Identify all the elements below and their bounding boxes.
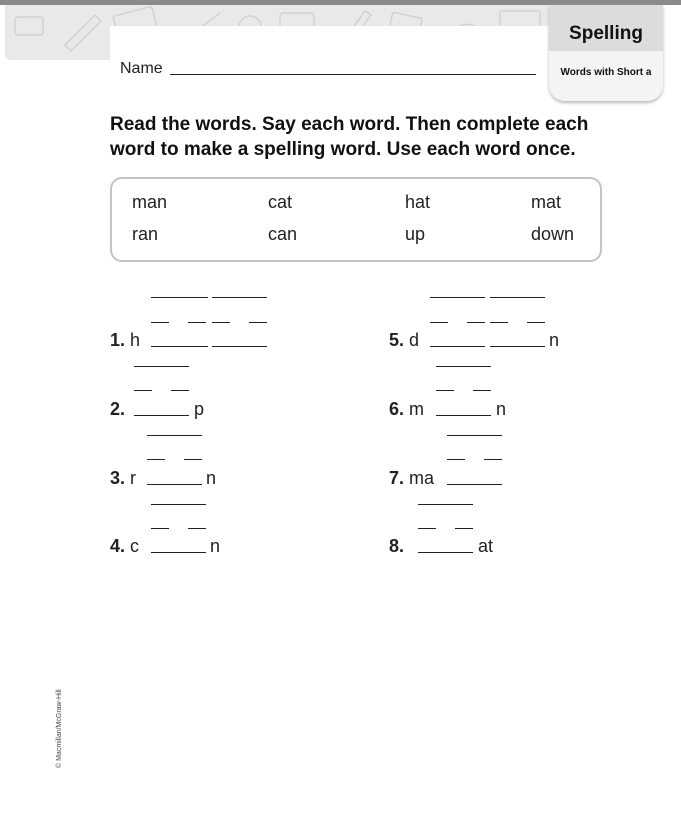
writing-guide xyxy=(473,390,491,391)
writing-guide xyxy=(447,459,465,460)
writing-guide xyxy=(418,528,436,529)
answer-blank[interactable] xyxy=(151,346,208,347)
exercise-prefix: c xyxy=(130,536,140,556)
writing-guide xyxy=(436,366,491,367)
writing-guide xyxy=(151,504,206,505)
writing-guide xyxy=(188,322,206,323)
writing-guide xyxy=(212,322,230,323)
answer-blank[interactable] xyxy=(212,346,267,347)
exercise-prefix: ma xyxy=(409,468,435,488)
answer-blank[interactable] xyxy=(147,484,202,485)
exercise-suffix: p xyxy=(194,399,205,419)
writing-guide xyxy=(134,366,189,367)
writing-guide xyxy=(484,459,502,460)
answer-blank[interactable] xyxy=(447,484,502,485)
exercise-5 xyxy=(389,330,419,351)
exercise-4 xyxy=(110,536,139,557)
writing-guide xyxy=(430,322,448,323)
word-bank-item: can xyxy=(268,224,298,244)
exercise-3 xyxy=(110,468,136,489)
exercise-7 xyxy=(389,468,434,489)
writing-guide xyxy=(151,528,169,529)
exercise-1 xyxy=(110,330,140,351)
exercise-number: 1. xyxy=(110,330,126,350)
exercise-number: 8. xyxy=(389,536,405,556)
answer-blank[interactable] xyxy=(490,346,545,347)
exercise-prefix: d xyxy=(409,330,420,350)
answer-blank[interactable] xyxy=(430,346,485,347)
writing-guide xyxy=(134,390,152,391)
tab-subtitle: Words with Short a xyxy=(560,67,652,78)
exercise-suffix: at xyxy=(478,536,494,556)
name-write-line[interactable] xyxy=(170,74,536,75)
writing-guide xyxy=(147,459,165,460)
writing-guide xyxy=(212,297,267,298)
writing-guide xyxy=(527,322,545,323)
writing-guide xyxy=(455,528,473,529)
exercise-suffix: n xyxy=(549,330,560,350)
word-bank-item: mat xyxy=(531,192,562,212)
exercise-number: 7. xyxy=(389,468,405,488)
word-bank xyxy=(110,177,602,262)
writing-guide xyxy=(436,390,454,391)
exercise-number: 4. xyxy=(110,536,126,556)
answer-blank[interactable] xyxy=(134,415,189,416)
name-label: Name xyxy=(120,60,163,77)
exercise-6 xyxy=(389,399,424,420)
word-bank-item: ran xyxy=(132,224,159,244)
word-bank-item: down xyxy=(531,224,575,244)
exercise-2 xyxy=(110,399,125,420)
writing-guide xyxy=(490,322,508,323)
writing-guide xyxy=(151,297,208,298)
writing-guide xyxy=(490,297,545,298)
exercise-number: 5. xyxy=(389,330,405,350)
instructions: Read the words. Say each word. Then complete each word to make a spelling word. Use each word once. xyxy=(110,114,589,160)
word-bank-item: hat xyxy=(405,192,431,212)
writing-guide xyxy=(147,435,202,436)
writing-guide xyxy=(418,504,473,505)
answer-blank[interactable] xyxy=(418,552,473,553)
exercise-suffix: n xyxy=(496,399,507,419)
exercise-8 xyxy=(389,536,404,557)
exercise-number: 2. xyxy=(110,399,126,419)
word-bank-item: cat xyxy=(268,192,293,212)
word-bank-item: man xyxy=(132,192,168,212)
writing-guide xyxy=(430,297,485,298)
copyright-notice: © Macmillan/McGraw-Hill xyxy=(56,689,63,768)
writing-guide xyxy=(447,435,502,436)
writing-guide xyxy=(188,528,206,529)
writing-guide xyxy=(249,322,267,323)
exercise-prefix: m xyxy=(409,399,425,419)
exercise-prefix: h xyxy=(130,330,141,350)
writing-guide xyxy=(467,322,485,323)
writing-guide xyxy=(151,322,169,323)
exercise-number: 6. xyxy=(389,399,405,419)
word-bank-item: up xyxy=(405,224,426,244)
exercise-suffix: n xyxy=(206,468,217,488)
exercise-prefix: r xyxy=(130,468,137,488)
exercise-number: 3. xyxy=(110,468,126,488)
exercise-suffix: n xyxy=(210,536,221,556)
name-area xyxy=(110,26,552,84)
answer-blank[interactable] xyxy=(151,552,206,553)
writing-guide xyxy=(184,459,202,460)
writing-guide xyxy=(171,390,189,391)
answer-blank[interactable] xyxy=(436,415,491,416)
tab-title: Spelling xyxy=(569,23,643,44)
spelling-tab xyxy=(549,5,663,101)
